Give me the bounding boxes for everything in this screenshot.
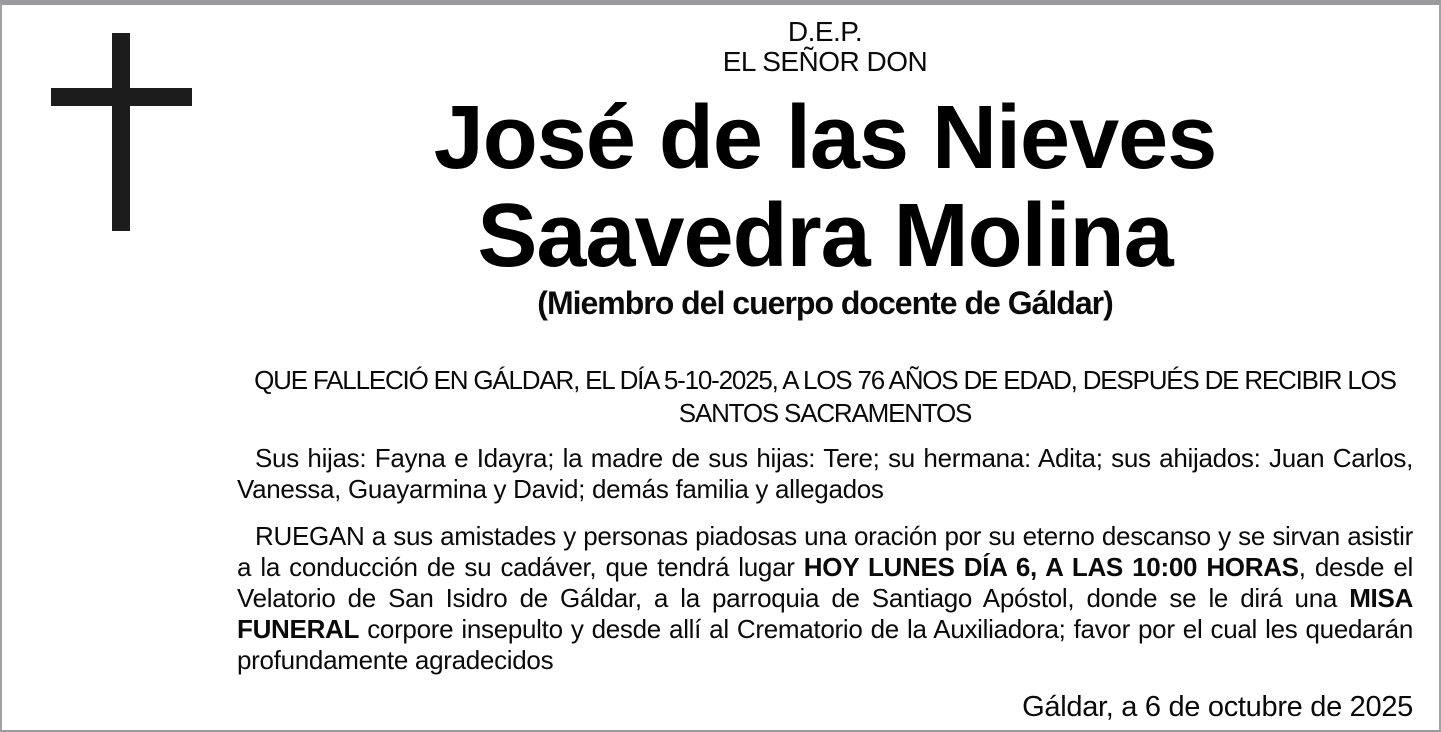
- honorific-title: EL SEÑOR DON: [722, 46, 928, 77]
- cross-icon-vertical-bar: [112, 33, 130, 231]
- cross-icon-horizontal-bar: [51, 88, 192, 106]
- dep-abbreviation: D.E.P.: [787, 16, 863, 47]
- deceased-name-line-2: Saavedra Molina: [477, 186, 1173, 286]
- family-members-paragraph: Sus hijas: Fayna e Idayra; la madre de sus hijas: Tere; su hermana: Adita; sus ahijados: Juan Carlos, Vanessa, Guayarmina y David; demás familia y allegados: [237, 443, 1413, 504]
- deceased-name: [237, 89, 1413, 285]
- request-text-3: corpore insepulto y desde allí al Crematorio de la Auxiliadora; favor por el cual les quedarán profundamente agradecidos: [237, 614, 1413, 675]
- request-bold-mass: MISA FUNERAL: [237, 583, 1413, 644]
- place-and-date-line: Gáldar, a 6 de octubre de 2025: [1022, 691, 1413, 723]
- request-text-2: , desde el Velatorio de San Isidro de Gáldar, a la parroquia de Santiago Apóstol, donde se le dirá una: [237, 552, 1414, 613]
- deceased-role-subtitle: (Miembro del cuerpo docente de Gáldar): [537, 285, 1113, 321]
- funeral-request-paragraph: [237, 521, 1413, 676]
- request-text-1: RUEGAN a sus amistades y personas piadosas una oración por su eterno descanso y se sirvan asistir a la conducción de su cadáver, que tendrá lugar: [237, 521, 1413, 582]
- death-notice-text: QUE FALLECIÓ EN GÁLDAR, EL DÍA 5-10-2025, A LOS 76 AÑOS DE EDAD, DESPUÉS DE RECIBIR LOS SANTOS SACRAMENTOS: [254, 365, 1396, 428]
- deceased-name-line-1: José de las Nieves: [433, 88, 1217, 188]
- request-bold-schedule: HOY LUNES DÍA 6, A LAS 10:00 HORAS: [803, 552, 1299, 582]
